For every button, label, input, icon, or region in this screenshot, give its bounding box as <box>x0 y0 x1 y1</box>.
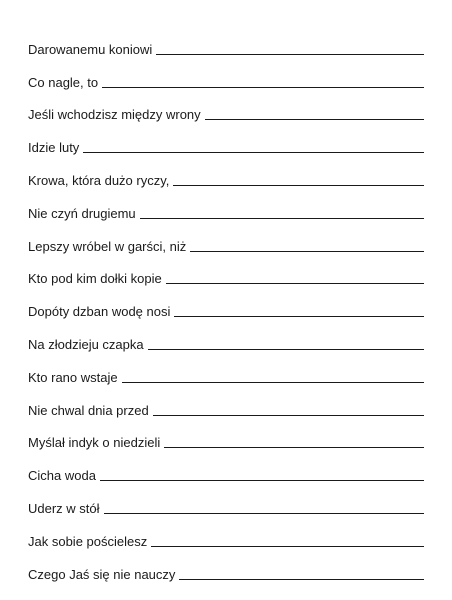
proverb-prompt: Kto rano wstaje <box>28 369 118 385</box>
proverb-prompt: Dopóty dzban wodę nosi <box>28 304 171 320</box>
proverb-row <box>28 189 424 222</box>
proverb-row <box>28 287 424 320</box>
proverb-prompt: Na złodzieju czapka <box>28 336 144 352</box>
proverb-prompt: Myślał indyk o niedzieli <box>28 435 161 451</box>
proverb-prompt: Cicha woda <box>28 468 96 484</box>
answer-line[interactable] <box>156 54 424 55</box>
answer-line[interactable] <box>153 415 424 416</box>
proverb-prompt: Jak sobie pościelesz <box>28 533 148 549</box>
answer-line[interactable] <box>190 251 424 252</box>
proverb-row <box>28 550 424 583</box>
answer-line[interactable] <box>151 546 424 547</box>
proverb-row <box>28 255 424 288</box>
answer-line[interactable] <box>148 349 424 350</box>
proverb-prompt: Kto pod kim dołki kopie <box>28 271 162 287</box>
proverb-prompt: Darowanemu koniowi <box>28 41 153 57</box>
answer-line[interactable] <box>174 316 424 317</box>
proverb-prompt: Krowa, która dużo ryczy, <box>28 172 170 188</box>
proverb-prompt: Nie chwal dnia przed <box>28 402 149 418</box>
proverb-row <box>28 484 424 517</box>
proverbs-worksheet <box>28 25 424 583</box>
proverb-prompt: Czego Jaś się nie nauczy <box>28 566 176 582</box>
proverb-row <box>28 156 424 189</box>
proverb-row <box>28 58 424 91</box>
answer-line[interactable] <box>164 447 424 448</box>
answer-line[interactable] <box>173 185 424 186</box>
proverb-prompt: Idzie luty <box>28 140 80 156</box>
proverb-row <box>28 123 424 156</box>
answer-line[interactable] <box>205 119 424 120</box>
proverb-prompt: Nie czyń drugiemu <box>28 205 136 221</box>
proverb-row <box>28 419 424 452</box>
answer-line[interactable] <box>166 283 424 284</box>
proverb-row <box>28 517 424 550</box>
answer-line[interactable] <box>140 218 424 219</box>
proverb-prompt: Lepszy wróbel w garści, niż <box>28 238 187 254</box>
proverb-row <box>28 91 424 124</box>
answer-line[interactable] <box>100 480 424 481</box>
proverb-prompt: Co nagle, to <box>28 74 99 90</box>
proverb-row <box>28 222 424 255</box>
answer-line[interactable] <box>102 87 424 88</box>
answer-line[interactable] <box>104 513 424 514</box>
proverb-row <box>28 386 424 419</box>
proverb-row <box>28 451 424 484</box>
proverb-row <box>28 25 424 58</box>
proverb-row <box>28 353 424 386</box>
proverb-row <box>28 320 424 353</box>
answer-line[interactable] <box>83 152 424 153</box>
proverb-prompt: Jeśli wchodzisz między wrony <box>28 107 201 123</box>
proverb-prompt: Uderz w stół <box>28 500 100 516</box>
answer-line[interactable] <box>179 579 424 580</box>
answer-line[interactable] <box>122 382 424 383</box>
